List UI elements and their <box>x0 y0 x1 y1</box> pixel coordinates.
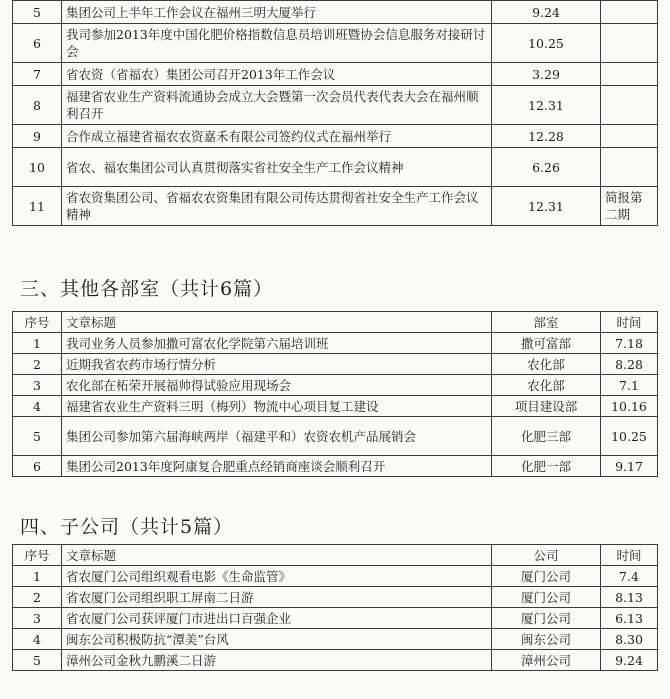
row-number: 6 <box>13 456 62 477</box>
article-title: 我司参加2013年度中国化肥价格指数信息员培训班暨协会信息服务对接研讨会 <box>62 24 492 63</box>
header-no: 序号 <box>13 312 62 333</box>
article-title: 农化部在柘荣开展福帅得试验应用现场会 <box>62 375 492 396</box>
article-note: 简报第二期 <box>601 187 658 226</box>
table-row <box>13 566 658 587</box>
article-title: 省农厦门公司获评厦门市进出口百强企业 <box>62 608 492 629</box>
article-time: 10.25 <box>492 24 601 63</box>
article-time: 3.29 <box>492 63 601 86</box>
row-number: 1 <box>13 566 62 587</box>
article-company: 漳州公司 <box>492 650 601 671</box>
header-no: 序号 <box>13 545 62 566</box>
article-title: 省农资（省福农）集团公司召开2013年工作会议 <box>62 63 492 86</box>
row-number: 4 <box>13 396 62 417</box>
article-company: 厦门公司 <box>492 587 601 608</box>
article-dept: 撒可富部 <box>492 333 601 354</box>
header-time: 时间 <box>601 545 658 566</box>
table-row <box>13 125 658 148</box>
article-time: 8.28 <box>601 354 658 375</box>
row-number: 5 <box>13 1 62 24</box>
article-title: 集团公司2013年度阿康复合肥重点经销商座谈会顺利召开 <box>62 456 492 477</box>
table-header-row <box>13 312 658 333</box>
article-title: 我司业务人员参加撒可富农化学院第六届培训班 <box>62 333 492 354</box>
row-number: 7 <box>13 63 62 86</box>
row-number: 6 <box>13 24 62 63</box>
article-time: 7.1 <box>601 375 658 396</box>
article-time: 9.24 <box>601 650 658 671</box>
article-time: 6.26 <box>492 148 601 187</box>
table-row <box>13 608 658 629</box>
row-number: 2 <box>13 354 62 375</box>
header-title: 文章标题 <box>62 312 492 333</box>
article-note <box>601 125 658 148</box>
table-row <box>13 1 658 24</box>
table-row <box>13 417 658 456</box>
article-dept: 化肥三部 <box>492 417 601 456</box>
article-time: 6.13 <box>601 608 658 629</box>
section4-heading: 四、子公司（共计5篇） <box>20 516 234 538</box>
article-time: 7.18 <box>601 333 658 354</box>
article-dept: 农化部 <box>492 375 601 396</box>
row-number: 11 <box>13 187 62 226</box>
article-title: 省农、福农集团公司认真贯彻落实省社安全生产工作会议精神 <box>62 148 492 187</box>
table-row <box>13 629 658 650</box>
row-number: 1 <box>13 333 62 354</box>
article-note <box>601 86 658 125</box>
table-row <box>13 24 658 63</box>
table-header-row <box>13 545 658 566</box>
table-row <box>13 396 658 417</box>
article-title: 集团公司上半年工作会议在福州三明大厦举行 <box>62 1 492 24</box>
article-dept: 农化部 <box>492 354 601 375</box>
article-title: 省农厦门公司组织职工屏南二日游 <box>62 587 492 608</box>
article-title: 福建省农业生产资料流通协会成立大会暨第一次会员代表代表大会在福州顺利召开 <box>62 86 492 125</box>
article-title: 集团公司参加第六届海峡两岸（福建平和）农资农机产品展销会 <box>62 417 492 456</box>
header-time: 时间 <box>601 312 658 333</box>
header-company: 公司 <box>492 545 601 566</box>
article-title: 漳州公司金秋九鹏溪二日游 <box>62 650 492 671</box>
article-note <box>601 63 658 86</box>
section2-table <box>12 0 658 226</box>
article-company: 厦门公司 <box>492 566 601 587</box>
article-time: 10.16 <box>601 396 658 417</box>
table-row <box>13 650 658 671</box>
row-number: 4 <box>13 629 62 650</box>
table-row <box>13 148 658 187</box>
article-time: 9.17 <box>601 456 658 477</box>
article-time: 7.4 <box>601 566 658 587</box>
table-row <box>13 63 658 86</box>
table-row <box>13 456 658 477</box>
article-title: 福建省农业生产资料三明（梅列）物流中心项目复工建设 <box>62 396 492 417</box>
section4-table <box>12 544 658 671</box>
article-note <box>601 24 658 63</box>
article-time: 10.25 <box>601 417 658 456</box>
article-dept: 化肥一部 <box>492 456 601 477</box>
article-title: 省农资集团公司、省福农农资集团有限公司传达贯彻省社安全生产工作会议精神 <box>62 187 492 226</box>
article-time: 8.13 <box>601 587 658 608</box>
article-time: 8.30 <box>601 629 658 650</box>
header-title: 文章标题 <box>62 545 492 566</box>
article-title: 合作成立福建省福农农资嘉禾有限公司签约仪式在福州举行 <box>62 125 492 148</box>
article-time: 12.31 <box>492 187 601 226</box>
article-title: 近期我省农药市场行情分析 <box>62 354 492 375</box>
article-dept: 项目建设部 <box>492 396 601 417</box>
table-row <box>13 333 658 354</box>
header-dept: 部室 <box>492 312 601 333</box>
article-time: 12.28 <box>492 125 601 148</box>
row-number: 5 <box>13 417 62 456</box>
article-note <box>601 1 658 24</box>
row-number: 10 <box>13 148 62 187</box>
row-number: 3 <box>13 608 62 629</box>
article-company: 闽东公司 <box>492 629 601 650</box>
table-row <box>13 375 658 396</box>
article-time: 12.31 <box>492 86 601 125</box>
table-row <box>13 587 658 608</box>
article-time: 9.24 <box>492 1 601 24</box>
article-title: 省农厦门公司组织观看电影《生命监管》 <box>62 566 492 587</box>
article-note <box>601 148 658 187</box>
table-row <box>13 354 658 375</box>
row-number: 5 <box>13 650 62 671</box>
row-number: 9 <box>13 125 62 148</box>
article-title: 闽东公司积极防抗“潭美”台风 <box>62 629 492 650</box>
table-row <box>13 86 658 125</box>
table-row <box>13 187 658 226</box>
row-number: 8 <box>13 86 62 125</box>
section3-table <box>12 311 658 477</box>
section3-heading: 三、其他各部室（共计6篇） <box>20 278 274 300</box>
row-number: 3 <box>13 375 62 396</box>
row-number: 2 <box>13 587 62 608</box>
article-company: 厦门公司 <box>492 608 601 629</box>
